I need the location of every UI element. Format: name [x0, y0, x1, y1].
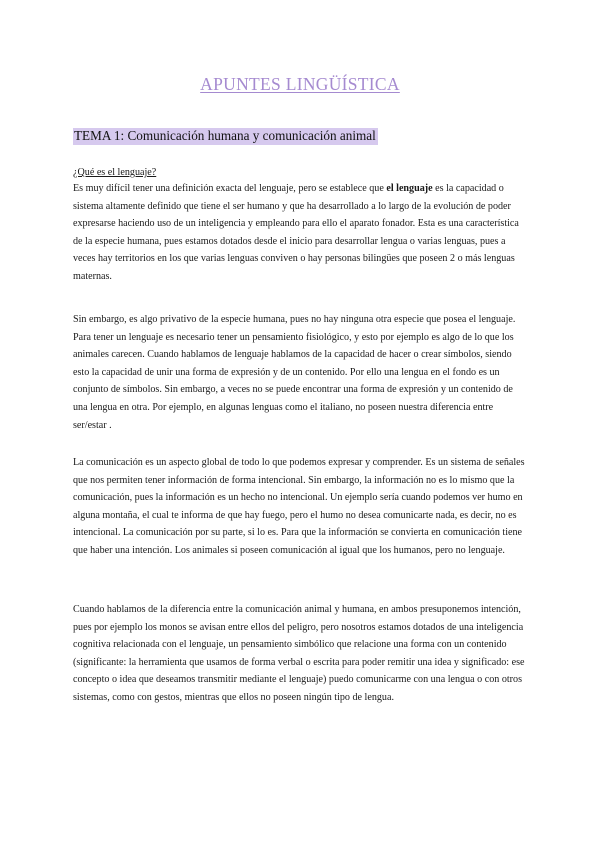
paragraph-4: Cuando hablamos de la diferencia entre la comunicación animal y humana, en ambos presuponemos intención, pues por ejemplo los monos se avisan entre ellos del peligro, pero nosotros estamos dotados de una inteligencia cognitiva relacionada con el lenguaje, un pensamiento simbólico que relacione una forma con un contenido (significante: la herramienta que usamos de forma verbal o escrita para poder remitir una idea y significado: ese concepto o idea que deseamos transmitir mediante el lenguaje) puedo comunicarme con una lengua o con otros sistemas, como con gestos, mientras que ellos no poseen ningún tipo de lengua.	[73, 604, 525, 703]
paragraph-1-bold-term: el lenguaje	[386, 183, 433, 194]
paragraph-1-rest: es la capacidad o sistema altamente definido que tiene el ser humano y que ha desarrollado a lo largo de la evolución de poder expresarse haciendo uso de un inteligencia y empleando para ello el aparato fonador. Esta es una característica de la especie humana, pues estamos dotados desde el inicio para desarrollar lengua o varias lenguas, pues a veces hay territorios en los que varias lenguas conviven o hay personas bilingües que poseen 2 o más lenguas maternas.	[73, 183, 519, 282]
paragraph-3: La comunicación es un aspecto global de todo lo que podemos expresar y comprender. Es un sistema de señales que nos permiten tener información de forma intencional. Sin embargo, la información no es lo mismo que la comunicación, pues la información es un hecho no intencional. Un ejemplo sería cuando podemos ver humo en alguna montaña, el cual te informa de que hay fuego, pero el humo no desea comunicarte nada, es decir, no es intencional. La comunicación por su parte, si lo es. Para que la información se convierta en comunicación tiene que haber una intención. Los animales si poseen comunicación al igual que los humanos, pero no lenguaje.	[73, 457, 525, 556]
paragraph-1-start: Es muy difícil tener una definición exacta del lenguaje, pero se establece que	[73, 183, 387, 194]
question-subheading: ¿Qué es el lenguaje?	[73, 167, 157, 178]
section-heading: TEMA 1: Comunicación humana y comunicación animal	[74, 128, 376, 143]
paragraph-2: Sin embargo, es algo privativo de la especie humana, pues no hay ninguna otra especie que posea el lenguaje. Para tener un lenguaje es necesario tener un pensamiento fisiológico, y esto por ejemplo es algo de lo que los animales carecen. Cuando hablamos de lenguaje hablamos de la capacidad de hacer o crear símbolos, siendo esto la capacidad de unir una forma de expresión y de un contenido. Por ello una lengua en el fondo es un conjunto de símbolos. Sin embargo, a veces no se puede encontrar una forma de expresión y un contenido de una lengua en otra. Por ejemplo, en algunas lenguas como el italiano, no poseen nuestra diferencia entre ser/estar .	[73, 314, 516, 431]
paragraph-1	[73, 180, 528, 286]
page-title: APUNTES LINGÜÍSTICA	[200, 74, 400, 94]
